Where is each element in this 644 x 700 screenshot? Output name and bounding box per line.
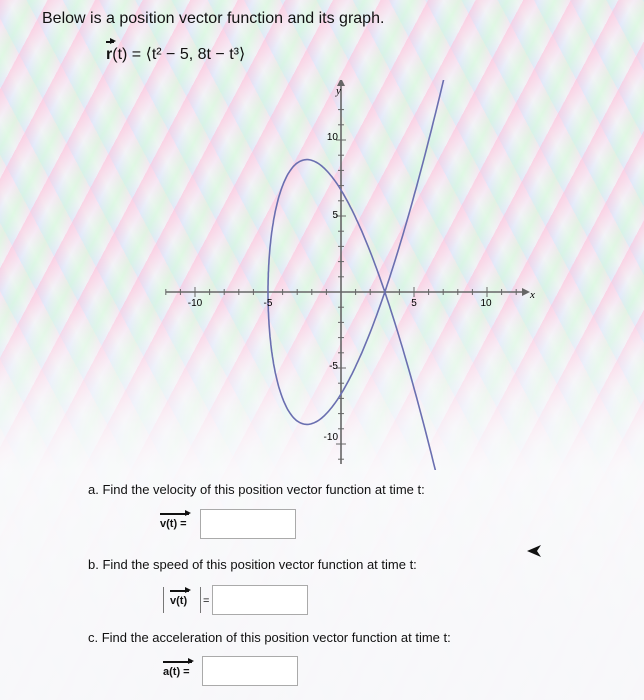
speed-answer-input[interactable] [212, 585, 308, 615]
y-tick-label-10: 10 [326, 132, 338, 143]
y-tick-label-5: 5 [332, 210, 338, 221]
acceleration-answer-input[interactable] [202, 656, 298, 686]
curve-path [268, 80, 444, 470]
velocity-label: v(t) = [160, 518, 187, 530]
vector-r-symbol: r [106, 46, 113, 63]
x-axis-arrow [522, 288, 530, 296]
x-tick-label-neg5: -5 [263, 298, 273, 309]
y-tick-label-neg5: -5 [329, 361, 338, 372]
y-axis-label: y [336, 85, 341, 97]
mouse-pointer-icon [526, 544, 542, 558]
question-b: b. Find the speed of this position vector function at time t: [88, 557, 417, 572]
question-c: c. Find the acceleration of this position vector function at time t: [88, 630, 451, 645]
x-tick-label-10: 10 [480, 298, 492, 309]
x-tick-label-5: 5 [411, 298, 417, 309]
acceleration-label: a(t) = [163, 666, 190, 678]
question-a: a. Find the velocity of this position vector function at time t: [88, 482, 425, 497]
speed-equals: = [203, 595, 210, 607]
x-axis-label: x [530, 289, 535, 301]
x-tick-label-neg10: -10 [187, 298, 203, 309]
position-function [106, 44, 245, 64]
velocity-answer-input[interactable] [200, 509, 296, 539]
speed-label: v(t) [170, 595, 188, 607]
function-expression: (t) = ⟨t² − 5, 8t − t³⟩ [112, 46, 246, 63]
intro-text: Below is a position vector function and its graph. [42, 10, 385, 27]
position-graph [150, 80, 550, 470]
y-tick-label-neg10: -10 [323, 432, 338, 443]
